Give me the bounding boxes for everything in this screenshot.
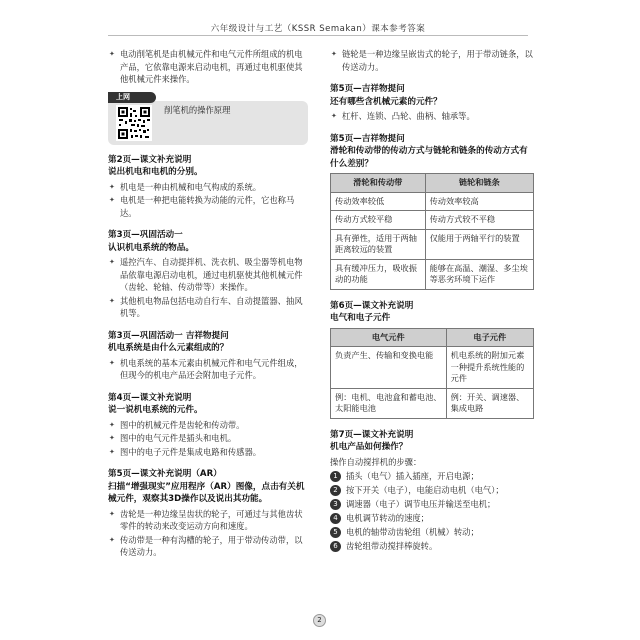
intro-bullet: ✦ 电动削笔机是由机械元件和电气元件所组成的机电产品，它依靠电源来启动电机，再通过电机驱使其他机械元件来操作。 — [108, 48, 310, 86]
step-item: 5 电机的轴带动齿轮组（机械）转动； — [330, 526, 534, 539]
step-item: 1 插头（电气）插入插座，开启电源； — [330, 470, 534, 483]
pulley-vs-sprocket-table — [330, 173, 534, 290]
table-row — [331, 192, 534, 211]
header-divider — [108, 35, 528, 36]
section-title: 第4页—课文补充说明 — [108, 392, 192, 403]
table-cell: 传动方式较平稳 — [331, 211, 426, 230]
section-title: 第5页—课文补充说明（AR） — [108, 469, 222, 479]
section-title: 第6页—课文补充说明 — [330, 300, 414, 311]
step-item: 3 调速器（电子）调节电压并输送至电机； — [330, 498, 534, 511]
section-title: 第5页—吉祥物提问 — [330, 84, 405, 94]
list-item: ✦ 图中的机械元件是齿轮和传动带。 — [108, 419, 310, 432]
table-header: 电子元件 — [446, 328, 533, 347]
section-question: 说出机电和电机的分别。 — [108, 167, 203, 177]
section-question: 还有哪些含机械元素的元件？ — [330, 96, 442, 107]
table-cell: 仅能用于两轴平行的装置 — [425, 229, 533, 259]
table-row — [331, 211, 534, 230]
table-cell: 具有弹性，适用于两轴距离较远的装置 — [331, 229, 426, 259]
section-question: 说一说机电系统的元件。 — [108, 405, 203, 415]
section-question: 机电产品如何操作？ — [330, 442, 408, 452]
table-header: 电气元件 — [331, 328, 447, 347]
table-row — [331, 388, 534, 418]
section-title: 第3页—巩固活动一 吉祥物提问 — [108, 330, 229, 341]
electrical-vs-electronic-table — [330, 328, 534, 419]
table-cell: 机电系统的附加元素 一种提升系统性能的元件 — [446, 347, 533, 389]
steps-intro: 操作自动搅拌机的步骤： — [330, 456, 422, 467]
section-question: 电气和电子元件 — [330, 313, 391, 323]
section-question: 认识机电系统的物品。 — [108, 242, 194, 253]
list-item: ✦ 遥控汽车、自动提拌机、洗衣机、吸尘器等机电物品依靠电源启动电机，通过电机驱使其他机械元件（齿轮、轮轴、传动带等）来操作。 — [108, 256, 310, 294]
section-title: 第2页—课文补充说明 — [108, 154, 192, 165]
table-row — [331, 229, 534, 259]
table-cell: 传动效率较高 — [425, 192, 533, 211]
list-item: ✦ 链轮是一种边缘呈嵌齿式的轮子，用于带动链条，以传送动力。 — [330, 48, 534, 73]
table-header: 滑轮和传动带 — [331, 174, 426, 193]
table-header: 链轮和链条 — [425, 174, 533, 193]
section-question: 滑轮和传动带的传动方式与链轮和链条的传动方式有什么差别？ — [330, 146, 528, 169]
list-item: ✦ 图中的电子元件是集成电路和传感器。 — [108, 446, 310, 459]
list-item: ✦ 电机是一种把电能转换为动能的元件，它也称马达。 — [108, 194, 310, 219]
step-item: 4 电机调节转动的速度； — [330, 512, 534, 525]
list-item: ✦ 机电系统的基本元素由机械元件和电气元件组成，但现今的机电产品还会附加电子元件。 — [108, 357, 310, 382]
list-item: ✦ 其他机电物品包括电动自行车、自动提篮器、抽风机等。 — [108, 295, 310, 320]
table-cell: 能够在高温、潮湿、多尘埃等恶劣环境下运作 — [425, 259, 533, 289]
section-title: 第5页—吉祥物提问 — [330, 133, 405, 144]
table-row — [331, 259, 534, 289]
right-column — [330, 48, 534, 554]
section-question: 机电系统是由什么元素组成的？ — [108, 343, 229, 353]
table-cell: 传动方式较不平稳 — [425, 211, 533, 230]
qr-code-icon[interactable] — [116, 105, 152, 141]
list-item: ✦ 传动带是一种有沟槽的轮子，用于带动传动带，以传送动力。 — [108, 534, 310, 559]
table-cell: 负责产生、传输和变换电能 — [331, 347, 447, 389]
step-item: 2 按下开关（电子），电能启动电机（电气）； — [330, 484, 534, 497]
table-cell: 传动效率较低 — [331, 192, 426, 211]
table-cell: 例：开关、调速器、集成电路 — [446, 388, 533, 418]
section-title: 第3页—巩固活动一 — [108, 230, 183, 240]
step-item: 6 齿轮组带动搅拌棒旋转。 — [330, 540, 534, 553]
table-cell: 例：电机、电池盒和蓄电池、太阳能电池 — [331, 388, 447, 418]
section-title: 第7页—课文补充说明 — [330, 429, 414, 440]
list-item: ✦ 图中的电气元件是插头和电机。 — [108, 432, 310, 445]
list-item: ✦ 杠杆、连锁、凸轮、曲柄、轴承等。 — [330, 110, 534, 123]
online-tag: 上网 — [108, 92, 156, 103]
qr-caption: 削笔机的操作原理 — [164, 104, 231, 115]
table-cell: 具有缓冲压力，吸收振动的功能 — [331, 259, 426, 289]
section-question: 扫描“增强现实”应用程序（AR）图像，点击有关机械元件，观察其3D操作以及说出其功能。 — [108, 481, 305, 504]
table-row — [331, 347, 534, 389]
page-header: 六年级设计与工艺（KSSR Semakan）课本参考答案 — [210, 24, 426, 34]
left-column — [108, 48, 310, 560]
page-number: 2 — [313, 614, 326, 627]
list-item: ✦ 机电是一种由机械和电气构成的系统。 — [108, 181, 310, 194]
online-resource-box[interactable] — [108, 92, 308, 144]
list-item: ✦ 齿轮是一种边缘呈齿状的轮子，可通过与其他齿状零件的转动来改变运动方向和速度。 — [108, 508, 310, 533]
